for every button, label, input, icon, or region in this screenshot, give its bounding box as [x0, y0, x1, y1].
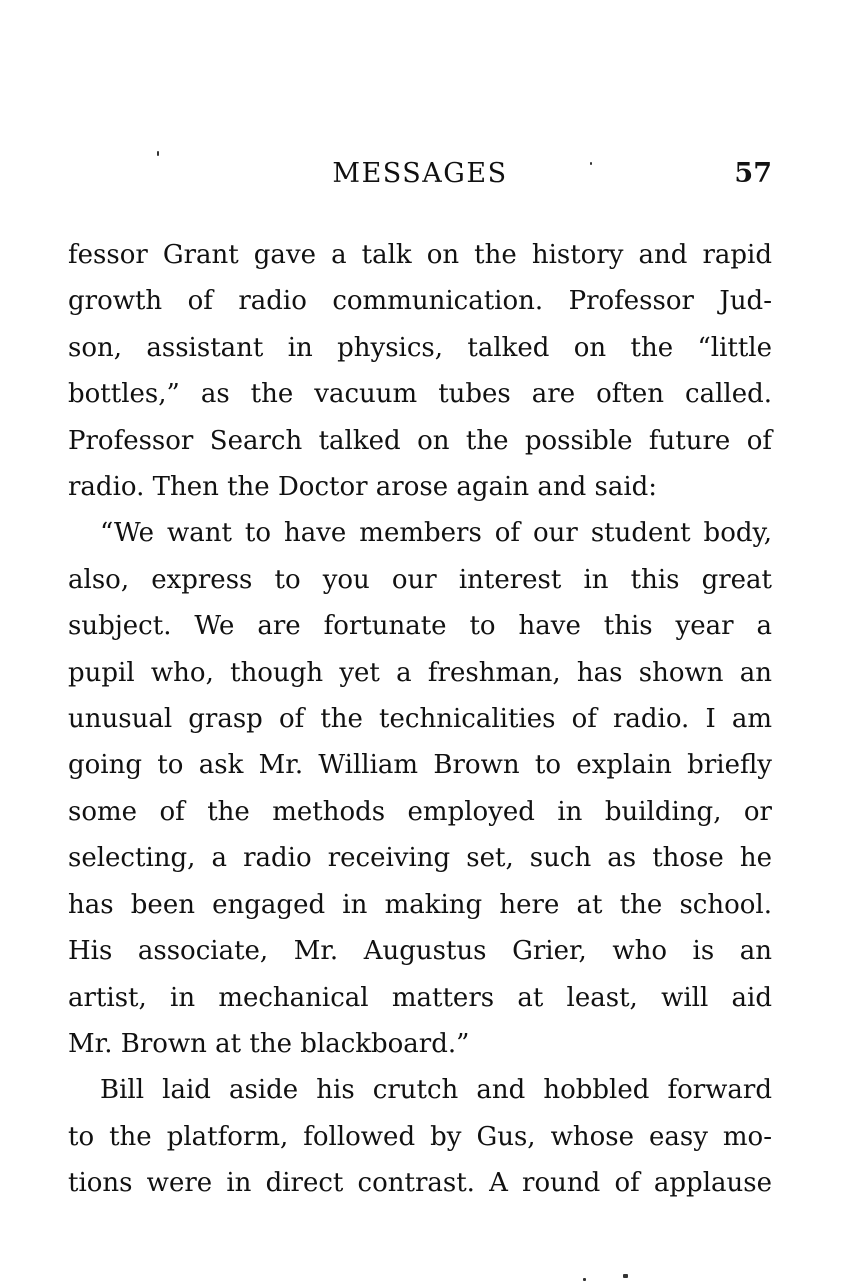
paragraph [68, 232, 772, 510]
text-line: son, assistant in physics, talked on the “little [68, 332, 772, 363]
page-number: 57 [734, 158, 772, 189]
text-line: fessor Grant gave a talk on the history and rapid [68, 240, 772, 270]
text-line: selecting, a radio receiving set, such as those he [68, 843, 772, 874]
text-line: growth of radio communication. Professor Jud- [68, 286, 772, 317]
text-line: also, express to you our interest in this great [68, 564, 772, 595]
page-header [68, 158, 772, 194]
text-line: tions were in direct contrast. A round of applause [68, 1168, 772, 1199]
paragraph [68, 1067, 772, 1206]
paragraph [68, 510, 772, 1067]
print-speck [583, 1278, 586, 1281]
text-line: artist, in mechanical matters at least, will aid [68, 982, 772, 1013]
print-speck [590, 162, 592, 165]
text-line: Bill laid aside his crutch and hobbled forward [100, 1075, 772, 1106]
text-line: going to ask Mr. William Brown to explain briefly [68, 750, 772, 781]
text-line: His associate, Mr. Augustus Grier, who is an [68, 936, 772, 967]
text-line: has been engaged in making here at the school. [68, 889, 772, 920]
text-line: “We want to have members of our student body, [100, 518, 772, 549]
text-line: unusual grasp of the technicalities of radio. I am [68, 704, 772, 735]
text-line: to the platform, followed by Gus, whose easy mo- [68, 1121, 772, 1152]
text-line: Mr. Brown at the blackboard.” [68, 1028, 470, 1059]
print-speck [157, 151, 159, 156]
running-title: MESSAGES [332, 158, 508, 189]
text-line: subject. We are fortunate to have this year a [68, 611, 772, 642]
text-line: Professor Search talked on the possible future of [68, 425, 772, 456]
body-text [68, 232, 772, 1207]
text-line: bottles,” as the vacuum tubes are often called. [68, 379, 772, 410]
print-speck [623, 1274, 628, 1278]
text-line: pupil who, though yet a freshman, has shown an [68, 657, 772, 688]
text-line: radio. Then the Doctor arose again and said: [68, 472, 658, 503]
text-line: some of the methods employed in building, or [68, 796, 772, 827]
